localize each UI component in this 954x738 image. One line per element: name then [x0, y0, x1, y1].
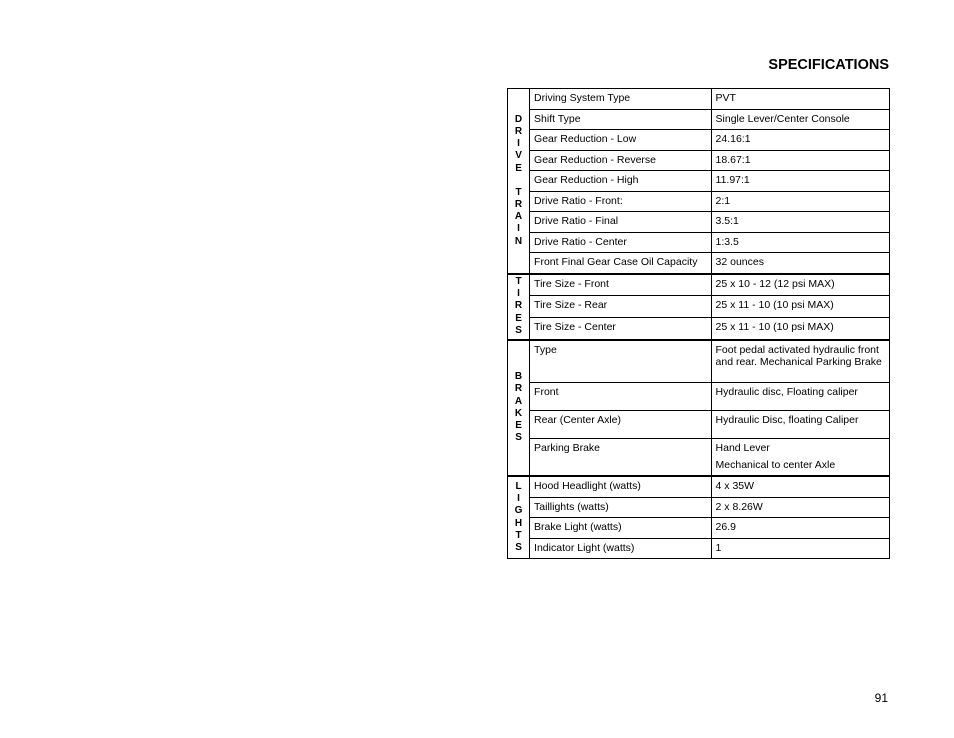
group-label-drive-train: D R I V E T R A I N: [508, 89, 530, 274]
spec-item: Front Final Gear Case Oil Capacity: [530, 253, 711, 274]
table-row: [508, 538, 890, 559]
spec-value: Hydraulic Disc, floating Caliper: [711, 411, 889, 439]
spec-item: Parking Brake: [530, 439, 711, 477]
table-row: [508, 150, 890, 171]
spec-value: Hydraulic disc, Floating caliper: [711, 383, 889, 411]
spec-value: [711, 439, 889, 477]
table-row: [508, 109, 890, 130]
spec-value: PVT: [711, 89, 889, 110]
table-row: [508, 212, 890, 233]
spec-item: Indicator Light (watts): [530, 538, 711, 559]
spec-value: 2:1: [711, 191, 889, 212]
spec-item: Tire Size - Center: [530, 318, 711, 340]
table-row: [508, 253, 890, 274]
spec-value: 24.16:1: [711, 130, 889, 151]
spec-item: Gear Reduction - Reverse: [530, 150, 711, 171]
spec-value: Foot pedal activated hydraulic front and rear. Mechanical Parking Brake: [711, 340, 889, 383]
spec-value: 25 x 10 - 12 (12 psi MAX): [711, 274, 889, 296]
spec-value: 32 ounces: [711, 253, 889, 274]
table-row: [508, 318, 890, 340]
table-row: [508, 497, 890, 518]
spec-item: Gear Reduction - High: [530, 171, 711, 192]
spec-value: 18.67:1: [711, 150, 889, 171]
spec-value-line: Hand Lever: [715, 442, 770, 454]
spec-item: Taillights (watts): [530, 497, 711, 518]
spec-item: Tire Size - Rear: [530, 296, 711, 318]
spec-item: Rear (Center Axle): [530, 411, 711, 439]
table-row: [508, 274, 890, 296]
table-row: [508, 191, 890, 212]
table-row: [508, 340, 890, 383]
spec-value: 2 x 8.26W: [711, 497, 889, 518]
spec-item: Driving System Type: [530, 89, 711, 110]
spec-item: Front: [530, 383, 711, 411]
spec-item: Drive Ratio - Center: [530, 232, 711, 253]
page-number: 91: [874, 691, 888, 705]
spec-item: Shift Type: [530, 109, 711, 130]
spec-value: 26.9: [711, 518, 889, 539]
spec-item: Type: [530, 340, 711, 383]
table-row: [508, 411, 890, 439]
page-title: SPECIFICATIONS: [768, 57, 889, 73]
spec-item: Gear Reduction - Low: [530, 130, 711, 151]
table-row: [508, 518, 890, 539]
table-row: [508, 476, 890, 497]
spec-value: Single Lever/Center Console: [711, 109, 889, 130]
spec-value: 11.97:1: [711, 171, 889, 192]
spec-item: Hood Headlight (watts): [530, 476, 711, 497]
spec-value-line: Mechanical to center Axle: [715, 458, 836, 471]
spec-item: Tire Size - Front: [530, 274, 711, 296]
spec-value: 25 x 11 - 10 (10 psi MAX): [711, 296, 889, 318]
table-row: [508, 296, 890, 318]
spec-value: 3.5:1: [711, 212, 889, 233]
spec-item: Drive Ratio - Final: [530, 212, 711, 233]
table-row: [508, 232, 890, 253]
table-row: [508, 89, 890, 110]
spec-value: 25 x 11 - 10 (10 psi MAX): [711, 318, 889, 340]
table-row: [508, 130, 890, 151]
group-label-brakes: B R A K E S: [508, 340, 530, 477]
spec-value: 1:3.5: [711, 232, 889, 253]
specifications-table: [507, 88, 890, 559]
table-row: [508, 171, 890, 192]
spec-item: Brake Light (watts): [530, 518, 711, 539]
spec-value: 1: [711, 538, 889, 559]
spec-item: Drive Ratio - Front:: [530, 191, 711, 212]
table-row: [508, 383, 890, 411]
group-label-lights: L I G H T S: [508, 476, 530, 559]
table-row: [508, 439, 890, 477]
group-label-tires: T I R E S: [508, 274, 530, 340]
spec-value: 4 x 35W: [711, 476, 889, 497]
